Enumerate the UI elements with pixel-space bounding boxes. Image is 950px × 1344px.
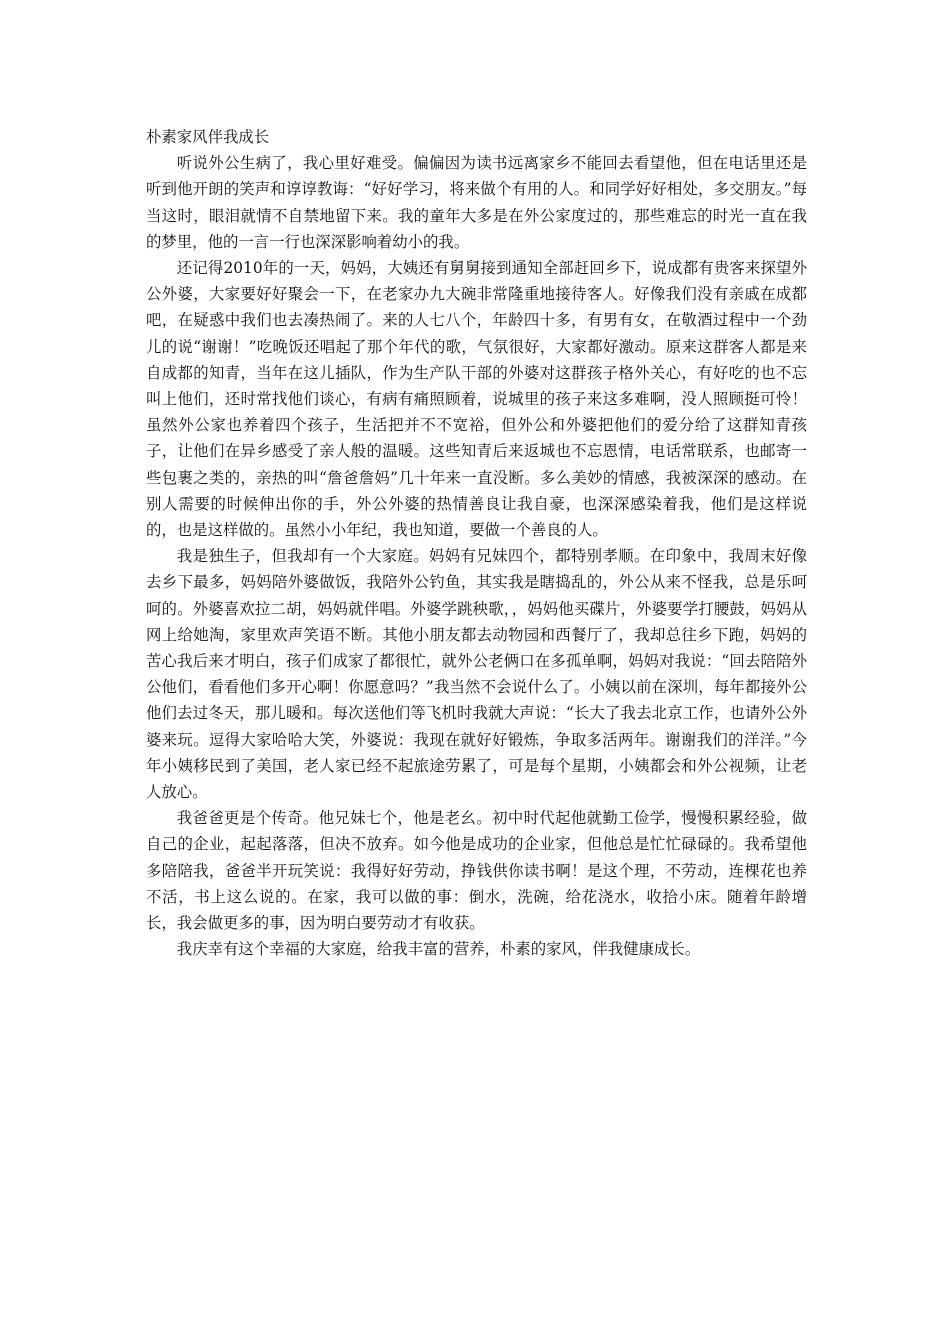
paragraph-4: 我爸爸更是个传奇。他兄妹七个，他是老幺。初中时代起他就勤工俭学，慢慢积累经验，做自己的企业，起起落落，但决不放弃。如今他是成功的企业家，但他总是忙忙碌碌的。我希望他多陪陪我，爸爸半开玩笑说：我得好好劳动，挣钱供你读书啊！是这个理，不劳动，连棵花也养不活，书上这么说的。在家，我可以做的事：倒水，洗碗，给花浇水，收拾小床。随着年龄增长，我会做更多的事，因为明白要劳动才有收获。 xyxy=(146,809,807,933)
paragraph-1: 听说外公生病了，我心里好难受。偏偏因为读书远离家乡不能回去看望他，但在电话里还是听到他开朗的笑声和谆谆教诲：“好好学习，将来做个有用的人。和同学好好相处，多交朋友。”每当这时，眼泪就情不自禁地留下来。我的童年大多是在外公家度过的，那些难忘的时光一直在我的梦里，他的一言一行也深深影响着幼小的我。 xyxy=(146,154,807,251)
document-title: 朴素家风伴我成长 xyxy=(146,128,270,146)
paragraph-2: 还记得2010年的一天，妈妈，大姨还有舅舅接到通知全部赶回乡下，说成都有贵客来探望外公外婆，大家要好好聚会一下，在老家办九大碗非常隆重地接待客人。好像我们没有亲戚在成都吧，在疑惑中我们也去凑热闹了。来的人七八个，年龄四十多，有男有女，在敬酒过程中一个劲儿的说“谢谢！”吃晚饭还唱起了那个年代的歌，气氛很好，大家都好激动。原来这群客人都是来自成都的知青，当年在这儿插队，作为生产队干部的外婆对这群孩子格外关心，有好吃的也不忘叫上他们，还时常找他们谈心，有病有痛照顾着，说城里的孩子来这多难啊，没人照顾挺可怜！虽然外公家也养着四个孩子，生活把并不不宽裕，但外公和外婆把他们的爱分给了这群知青孩子，让他们在异乡感受了亲人般的温暖。这些知青后来返城也不忘恩情，电话常联系，也邮寄一些包裹之类的，亲热的叫“詹爸詹妈”几十年来一直没断。多么美妙的情感，我被深深的感动。在别人需要的时候伸出你的手，外公外婆的热情善良让我自豪，也深深感染着我，他们是这样说的，也是这样做的。虽然小小年纪，我也知道，要做一个善良的人。 xyxy=(146,259,807,540)
paragraph-3: 我是独生子，但我却有一个大家庭。妈妈有兄妹四个，都特别孝顺。在印象中，我周末好像去乡下最多，妈妈陪外婆做饭，我陪外公钓鱼，其实我是瞎捣乱的，外公从来不怪我，总是乐呵呵的。外婆喜欢拉二胡，妈妈就伴唱。外婆学跳秧歌，，妈妈他买碟片，外婆要学打腰鼓，妈妈从网上给她淘，家里欢声笑语不断。其他小朋友都去动物园和西餐厅了，我却总往乡下跑，妈妈的苦心我后来才明白，孩子们成家了都很忙，就外公老俩口在多孤单啊，妈妈对我说：“回去陪陪外公他们，看看他们多开心啊！你愿意吗？”我当然不会说什么了。小姨以前在深圳，每年都接外公他们去过冬天，那儿暖和。每次送他们等飞机时我就大声说：“长大了我去北京工作，也请外公外婆来玩。逗得大家哈哈大笑，外婆说：我现在就好好锻炼，争取多活两年。谢谢我们的洋洋。”今年小姨移民到了美国，老人家已经不起旅途劳累了，可是每个星期，小姨都会和外公视频，让老人放心。 xyxy=(146,547,807,802)
document-page xyxy=(146,124,807,963)
paragraph-5: 我庆幸有这个幸福的大家庭，给我丰富的营养，朴素的家风，伴我健康成长。 xyxy=(176,940,701,959)
